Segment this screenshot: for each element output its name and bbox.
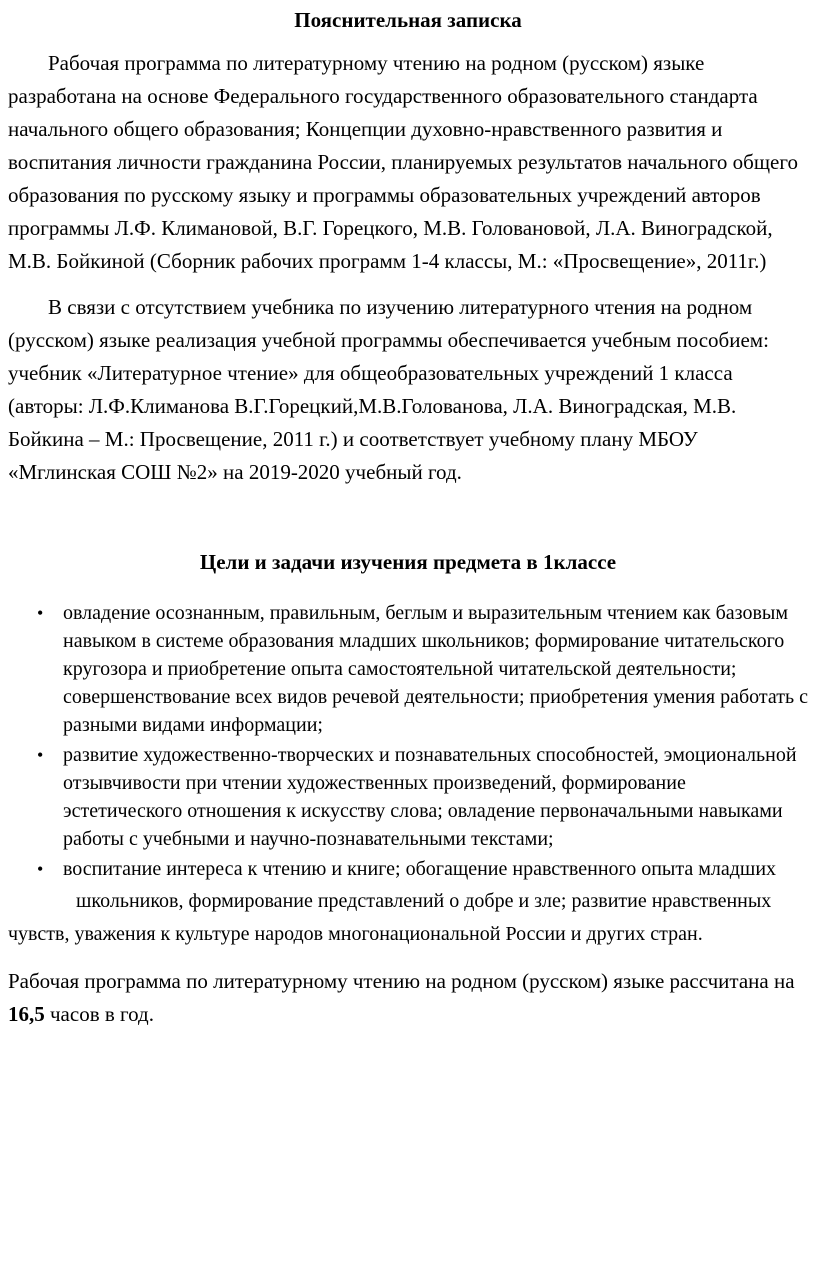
document-title: Пояснительная записка [294, 8, 522, 32]
list-item [37, 855, 808, 883]
list-item [37, 599, 808, 739]
bullet-icon: • [37, 603, 44, 623]
list-item-text: овладение осознанным, правильным, беглым и выразительным чтением как базовым навыком в системе образования младших школьников; формирование читательского кругозора и приобретение опыта самостоятельной читательской деятельности; совершенствование всех видов речевой деятельности; приобретения умения работать с разными видами информации; [63, 602, 808, 736]
bullet-icon: • [37, 745, 44, 765]
list-item-text: воспитание интереса к чтению и книге; обогащение нравственного опыта младших [63, 858, 777, 880]
section-heading-goals: Цели и задачи изучения предмета в 1классе [199, 550, 617, 574]
goals-list [8, 599, 808, 883]
closing-text-prefix: Рабочая программа по литературному чтению на родном (русском) языке рассчитана на [8, 969, 795, 993]
bullet-icon: • [37, 859, 44, 879]
paragraph-goals-continuation: школьников, формирование представлений о добре и зле; развитие нравственных чувств, уважения к культуре народов многонациональной России и других стран. [8, 890, 772, 945]
list-item-text: развитие художественно-творческих и познавательных способностей, эмоциональной отзывчивости при чтении художественных произведений, формирование эстетического отношения к искусству слова; овладение первоначальными навыками работы с учебными и научно-познавательными текстами; [63, 744, 797, 850]
paragraph-textbook-info: В связи с отсутствием учебника по изучению литературного чтения на родном (русском) языке реализация учебной программы обеспечивается учебным пособием: учебник «Литературное чтение» для общеобразовательных учреждений 1 класса (авторы: Л.Ф.Климанова В.Г.Горецкий,М.В.Голованова, Л.А. Виноградская, М.В. Бойкина – М.: Просвещение, 2011 г.) и соответствует учебному плану МБОУ «Мглинская СОШ №2» на 2019-2020 учебный год. [8, 295, 769, 484]
list-item [37, 741, 808, 853]
closing-text-suffix: часов в год. [44, 1002, 154, 1026]
hours-value: 16,5 [8, 1002, 45, 1026]
paragraph-hours-per-year [8, 965, 808, 1031]
paragraph-program-basis: Рабочая программа по литературному чтению на родном (русском) языке разработана на основе Федерального государственного образовательного стандарта начального общего образования; Концепции духовно-нравственного развития и воспитания личности гражданина России, планируемых результатов начального общего образования по русскому языку и программы образовательных учреждений авторов программы Л.Ф. Климановой, В.Г. Горецкого, М.В. Головановой, Л.А. Виноградской, М.В. Бойкиной (Сборник рабочих программ 1-4 классы, М.: «Просвещение», 2011г.) [8, 51, 798, 273]
